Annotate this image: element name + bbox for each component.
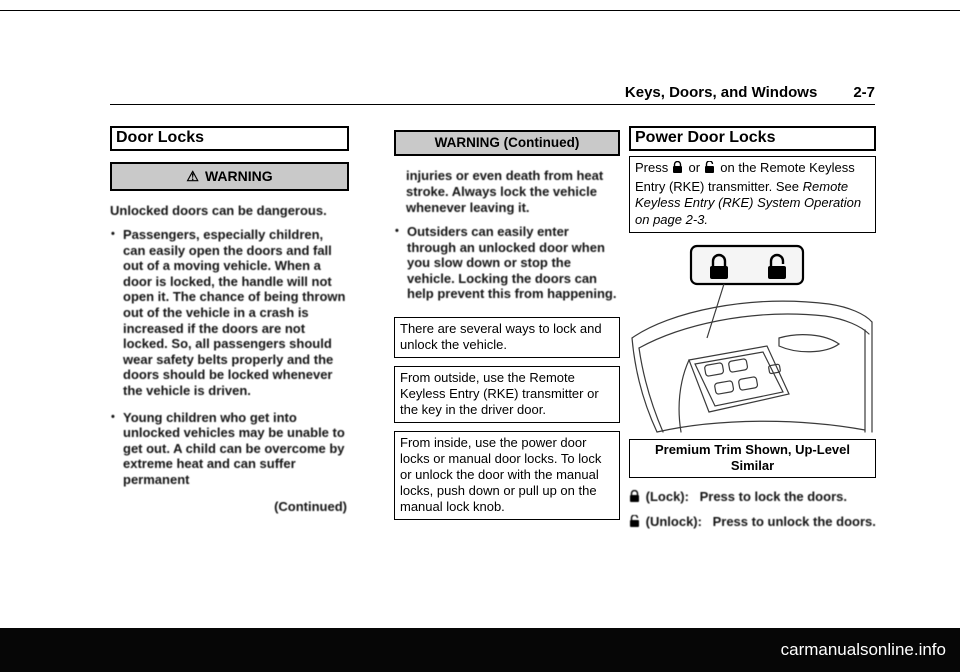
intro-press: Press <box>635 160 669 175</box>
chapter-title: Keys, Doors, and Windows <box>624 84 818 101</box>
lock-term: (Lock): <box>645 489 689 504</box>
intro-after-icons: on the Remote Keyless Entry (RKE) transmitter. See <box>635 160 855 194</box>
intro-reference: Remote Keyless Entry (RKE) System Operation on page 2-3. <box>635 178 862 227</box>
intro-or: or <box>688 160 701 175</box>
warning-bullet: • Outsiders can easily enter through an unlocked door when you slow down or stop the vehicle. Locking the doors can help prevent this from happening. <box>394 224 620 302</box>
column-door-locks <box>110 126 349 514</box>
watermark-bar <box>0 628 960 672</box>
warning-continued-label: WARNING (Continued) <box>434 135 580 150</box>
column-power-door-locks <box>629 126 876 539</box>
lock-definition <box>629 489 876 507</box>
lock-desc: Press to lock the doors. <box>699 489 847 504</box>
warning-label: WARNING <box>204 168 273 184</box>
warning-continued-bullet-list <box>394 224 620 302</box>
page-header <box>110 84 875 101</box>
warning-continued-header-box <box>394 130 620 156</box>
top-rule <box>0 10 960 11</box>
door-locks-heading: Door Locks <box>110 126 349 151</box>
info-box-lock-ways: There are several ways to lock and unlock the vehicle. <box>394 317 620 358</box>
illustration-caption: Premium Trim Shown, Up-Level Similar <box>629 439 876 478</box>
power-locks-intro-box <box>629 156 876 233</box>
unlock-icon <box>629 515 640 532</box>
warning-intro-text: Unlocked doors can be dangerous. <box>110 203 327 218</box>
unlock-term: (Unlock): <box>645 514 702 529</box>
warning-triangle-icon: ⚠ <box>186 168 199 184</box>
lock-definitions <box>629 489 876 532</box>
lock-icon <box>629 490 640 507</box>
unlock-definition <box>629 514 876 532</box>
power-door-locks-heading: Power Door Locks <box>629 126 876 151</box>
continued-note: (Continued) <box>274 498 347 514</box>
warning-bullet: • Young children who get into unlocked vehicles may be unable to get out. A child can be overcome by extreme heat and can suffer permanent <box>110 410 349 488</box>
page-number: 2-7 <box>853 84 875 101</box>
lock-icon <box>672 161 683 179</box>
warning-header-box <box>110 162 349 191</box>
warning-bullet-list <box>110 227 349 488</box>
door-panel-illustration <box>629 242 876 434</box>
unlock-icon <box>704 161 715 179</box>
warning-continued-text: injuries or even death from heat stroke. Always lock the vehicle whenever leaving it. <box>406 168 604 215</box>
watermark-text: carmanualsonline.info <box>780 640 946 659</box>
info-box-from-outside: From outside, use the Remote Keyless Entry (RKE) transmitter or the key in the driver door. <box>394 366 620 423</box>
warning-bullet: • Passengers, especially children, can easily open the doors and fall out of a moving vehicle. When a door is locked, the handle will not open it. The chance of being thrown out of the vehicle in a crash is increased if the doors are not locked. So, all passengers should wear safety belts properly and the doors should be locked whenever the vehicle is driven. <box>110 227 349 399</box>
column-warning-continued <box>394 130 620 520</box>
unlock-desc: Press to unlock the doors. <box>712 514 876 529</box>
info-box-from-inside: From inside, use the power door locks or manual door locks. To lock or unlock the door with the manual locks, push down or pull up on the manual lock knob. <box>394 431 620 520</box>
header-rule <box>110 104 875 105</box>
